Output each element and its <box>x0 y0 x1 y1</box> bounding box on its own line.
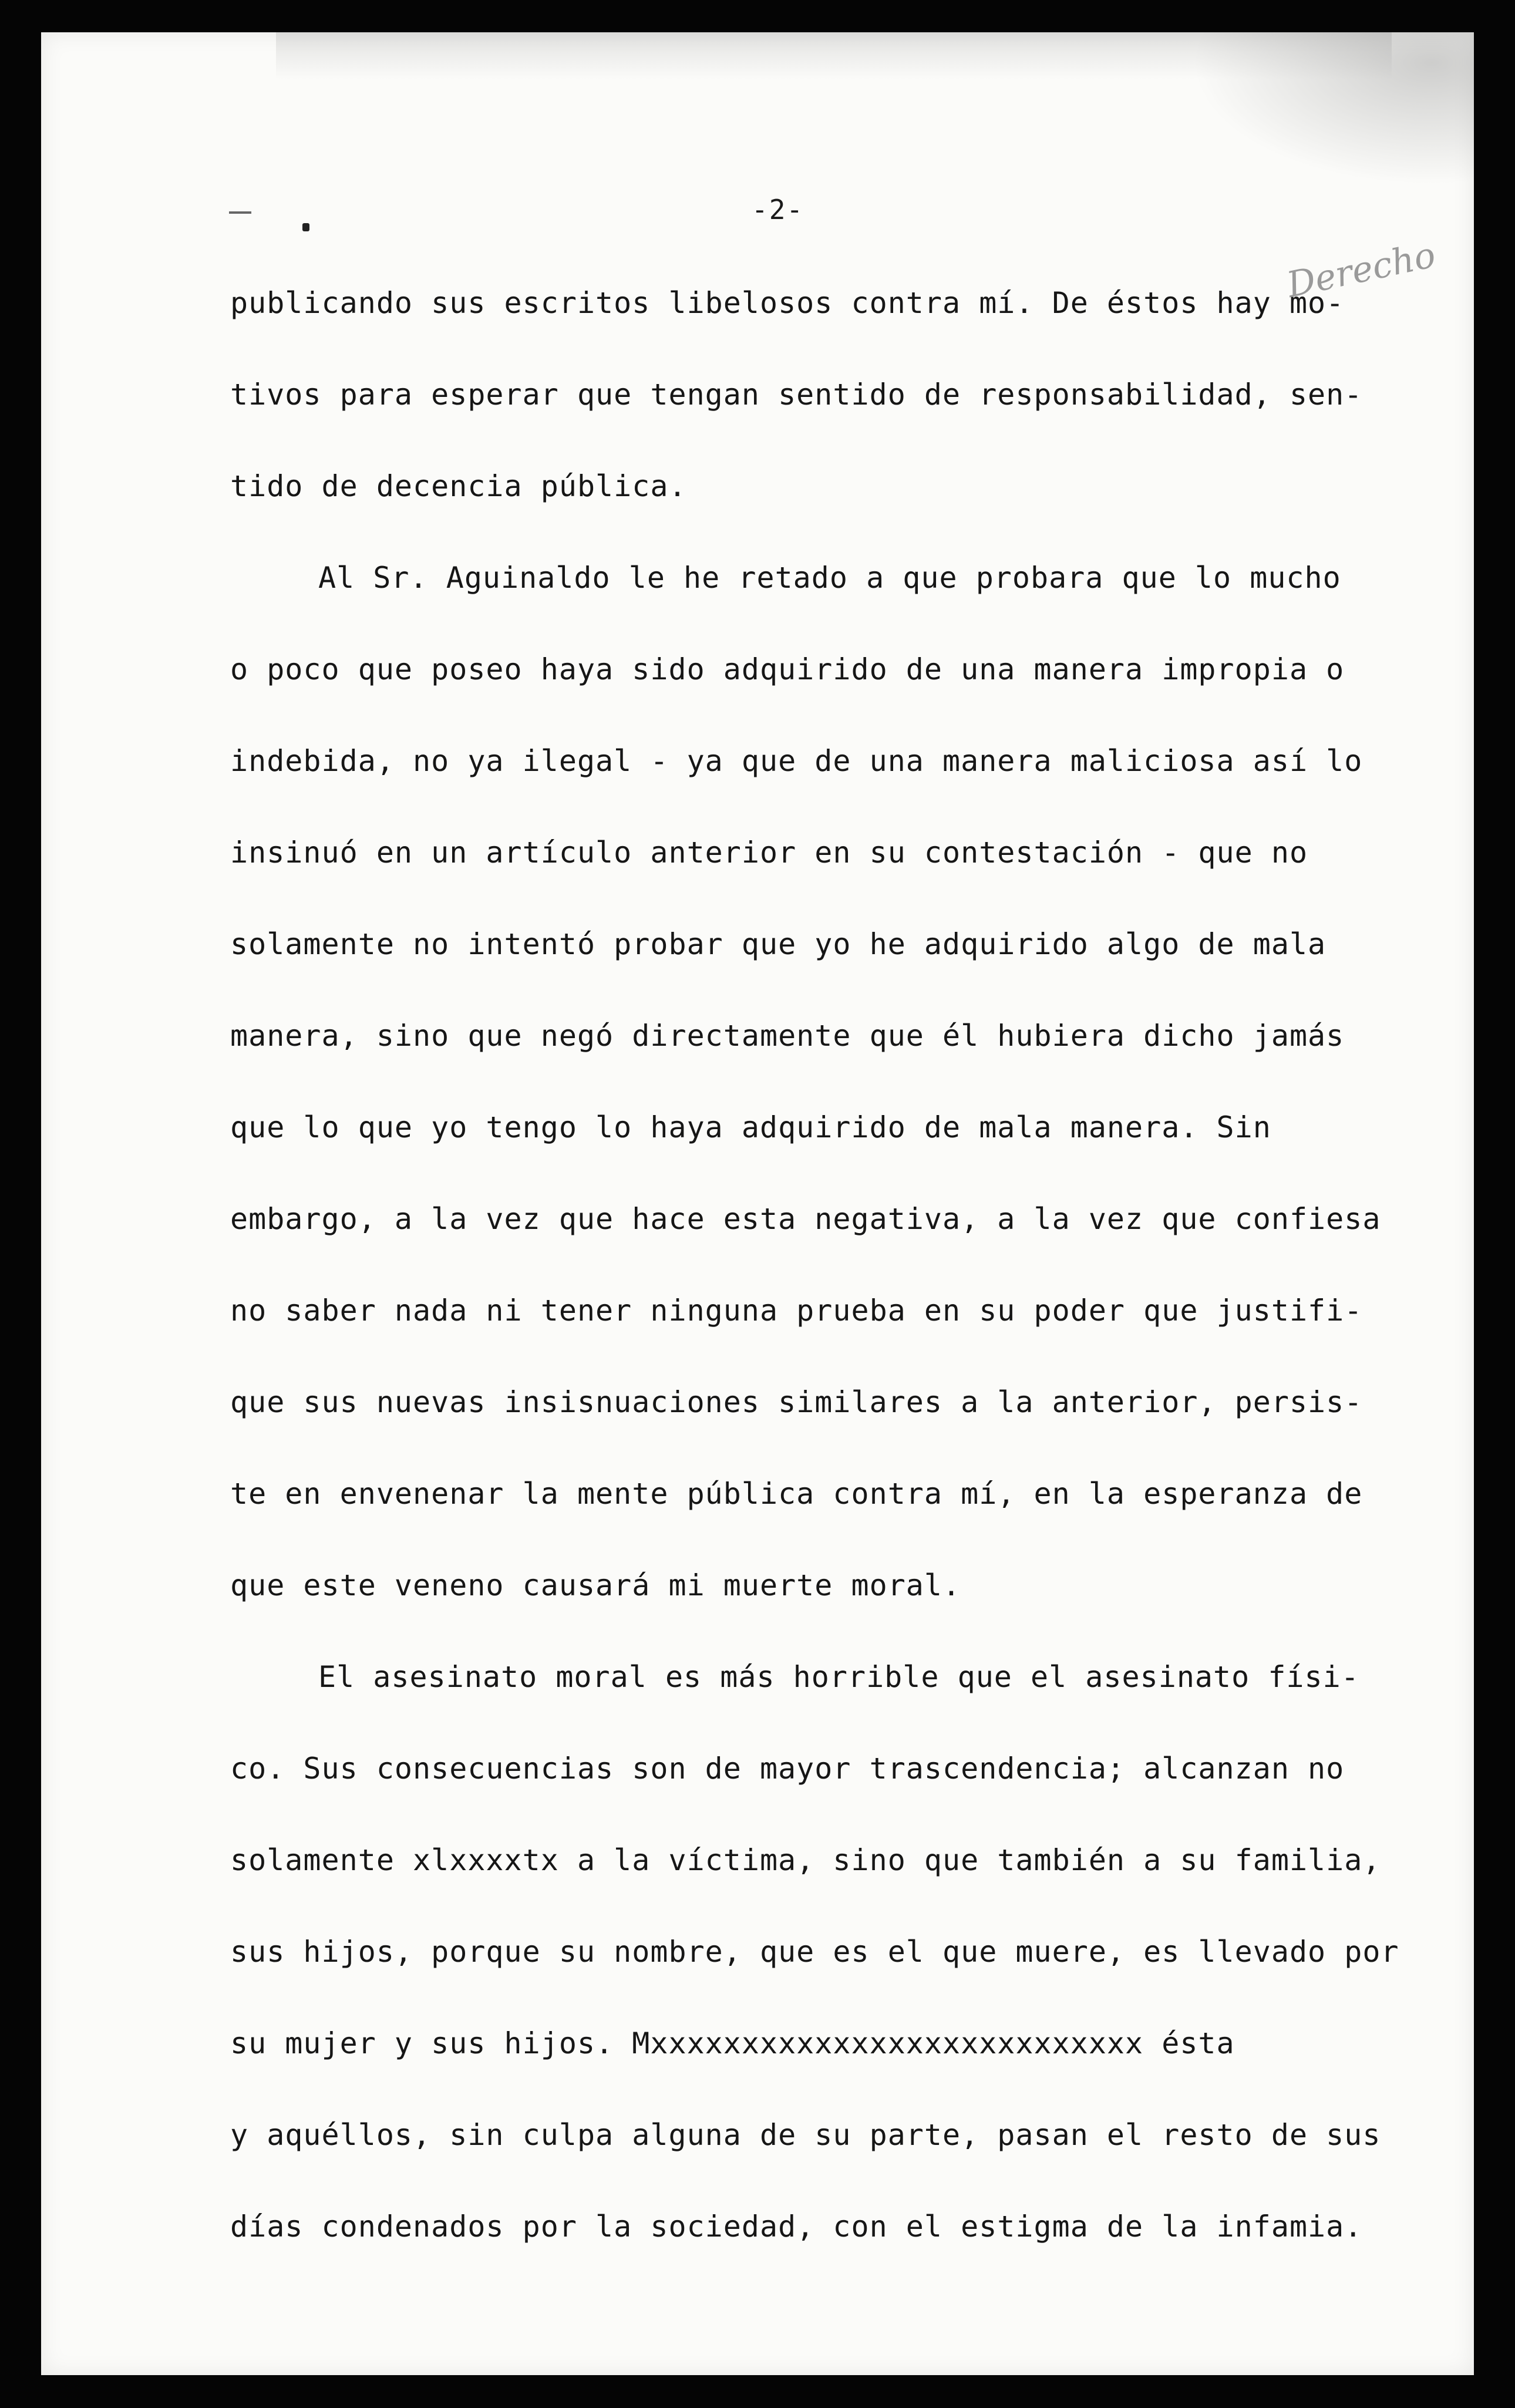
body-text <box>230 276 1399 2291</box>
text-line: que sus nuevas insisnuaciones similares a la anterior, persis- <box>230 1385 1363 1419</box>
margin-dot-mark <box>302 223 309 231</box>
text-line: que este veneno causará mi muerte moral. <box>230 1568 961 1602</box>
text-line: manera, sino que negó directamente que él hubiera dicho jamás <box>230 1019 1345 1053</box>
text-line: y aquéllos, sin culpa alguna de su parte, pasan el resto de sus <box>230 2118 1381 2152</box>
margin-dash-mark <box>229 211 251 214</box>
text-line: embargo, a la vez que hace esta negativa, a la vez que confiesa <box>230 1202 1381 1236</box>
page-number: -2- <box>752 194 804 225</box>
text-line: días condenados por la sociedad, con el estigma de la infamia. <box>230 2210 1363 2244</box>
text-line: publicando sus escritos libelosos contra mí. De éstos hay mo- <box>230 286 1345 320</box>
text-line: co. Sus consecuencias son de mayor trascendencia; alcanzan no <box>230 1752 1345 1786</box>
text-line: o poco que poseo haya sido adquirido de una manera impropia o <box>230 652 1345 686</box>
text-line: solamente no intentó probar que yo he adquirido algo de mala <box>230 927 1327 961</box>
text-line: su mujer y sus hijos. Mxxxxxxxxxxxxxxxxxxxxxxxxxxx ésta <box>230 2026 1235 2060</box>
text-line: Al Sr. Aguinaldo le he retado a que probara que lo mucho <box>318 561 1341 595</box>
text-line: que lo que yo tengo lo haya adquirido de mala manera. Sin <box>230 1110 1271 1144</box>
handwritten-margin-note: Derecho <box>1283 234 1439 306</box>
text-line: te en envenenar la mente pública contra mí, en la esperanza de <box>230 1477 1363 1511</box>
text-line: El asesinato moral es más horrible que el asesinato físi- <box>318 1660 1359 1694</box>
text-line: sus hijos, porque su nombre, que es el que muere, es llevado por <box>230 1935 1399 1969</box>
text-line: tido de decencia pública. <box>230 469 687 503</box>
text-line: indebida, no ya ilegal - ya que de una manera maliciosa así lo <box>230 744 1363 778</box>
text-line: no saber nada ni tener ninguna prueba en su poder que justifi- <box>230 1294 1363 1328</box>
scan-corner-shadow <box>1192 32 1474 185</box>
text-line: solamente xlxxxxtx a la víctima, sino que también a su familia, <box>230 1843 1381 1877</box>
text-line: tivos para esperar que tengan sentido de responsabilidad, sen- <box>230 378 1363 412</box>
text-line: insinuó en un artículo anterior en su contestación - que no <box>230 836 1308 870</box>
